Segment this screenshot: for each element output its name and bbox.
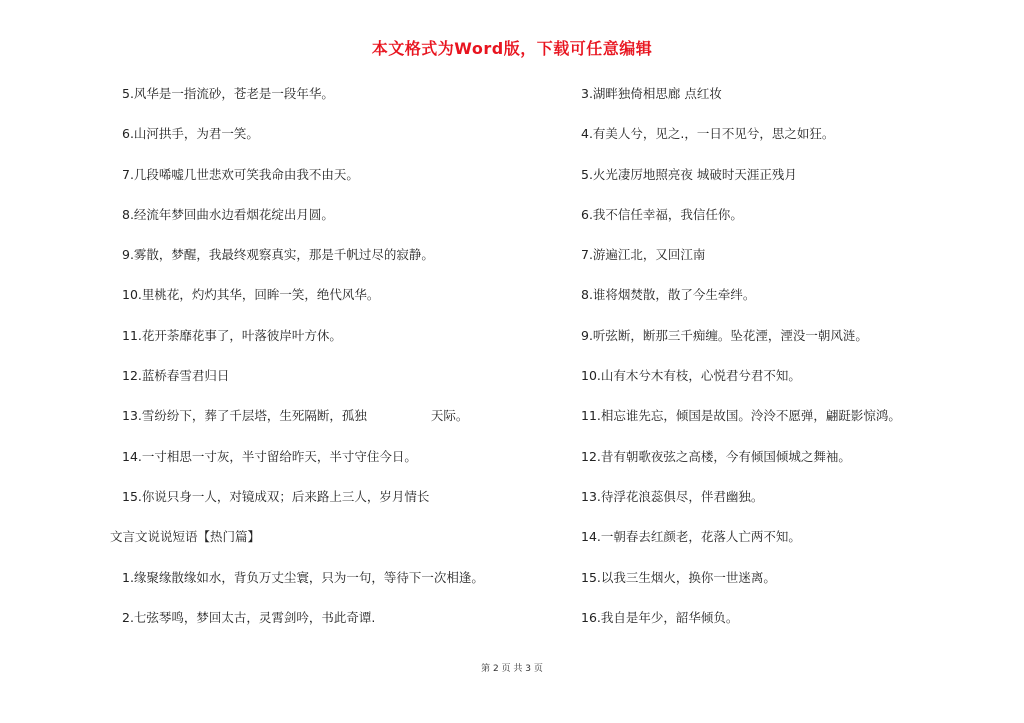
text-line: 11.相忘谁先忘，倾国是故国。泠泠不愿弹，翩跹影惊鸿。 (581, 408, 901, 424)
text-line: 9.雾散，梦醒，我最终观察真实，那是千帆过尽的寂静。 (122, 247, 434, 263)
text-line: 10.山有木兮木有枝，心悦君兮君不知。 (581, 368, 801, 384)
text-line: 8.经流年梦回曲水边看烟花绽出月圆。 (122, 206, 334, 222)
text-line: 16.我自是年少，韶华倾负。 (581, 609, 739, 625)
text-line: 13.待浮花浪蕊俱尽，伴君幽独。 (581, 488, 764, 504)
text-line: 2.七弦琴鸣，梦回太古，灵霄剑吟，书此奇谭. (122, 609, 376, 625)
text-line: 6.山河拱手，为君一笑。 (122, 126, 259, 142)
text-line-13 (122, 402, 562, 442)
text-line: 5.风华是一指流砂，苍老是一段年华。 (122, 86, 334, 101)
text-line: 15.以我三生烟火，换你一世迷离。 (581, 569, 776, 585)
text-line: 12.昔有朝歌夜弦之高楼，今有倾国倾城之舞袖。 (581, 448, 851, 464)
text-line: 10.里桃花，灼灼其华，回眸一笑，绝代风华。 (122, 287, 380, 303)
text-line: 5.火光凄厉地照亮夜 城破时天涯正残月 (581, 166, 797, 182)
text-line: 11.花开荼靡花事了，叶落彼岸叶方休。 (122, 327, 342, 343)
text-line: 6.我不信任幸福，我信任你。 (581, 206, 743, 222)
text-line: 1.缘聚缘散缘如水，背负万丈尘寰，只为一句，等待下一次相逢。 (122, 569, 484, 585)
text-line: 3.湖畔独倚相思廊 点红妆 (581, 86, 722, 101)
text-line: 8.谁将烟焚散，散了今生牵绊。 (581, 287, 756, 303)
section-heading: 文言文说说短语【热门篇】 (110, 529, 261, 545)
text-line: 7.游遍江北，又回江南 (581, 247, 706, 263)
text-line: 12.蓝桥春雪君归日 (122, 368, 230, 384)
text-line: 15.你说只身一人，对镜成双；后来路上三人，岁月情长 (122, 488, 430, 504)
text-line-13-part2: 天际。 (430, 408, 469, 424)
left-column (110, 80, 562, 644)
right-column (581, 80, 1001, 644)
text-line: 4.有美人兮，见之.，一日不见兮，思之如狂。 (581, 126, 835, 142)
banner-title: 本文格式为Word版，下载可任意编辑 (371, 39, 653, 58)
text-line: 9.听弦断，断那三千痴缠。坠花湮，湮没一朝风涟。 (581, 327, 868, 343)
text-line: 14.一寸相思一寸灰，半寸留给昨天，半寸守住今日。 (122, 448, 417, 464)
text-line-13-part1: 13.雪纷纷下，葬了千层塔，生死隔断，孤独 (122, 408, 367, 424)
text-line: 14.一朝春去红颜老，花落人亡两不知。 (581, 529, 801, 545)
page-footer: 第 2 页 共 3 页 (481, 664, 543, 674)
text-line: 7.几段唏嘘几世悲欢可笑我命由我不由天。 (122, 166, 359, 182)
